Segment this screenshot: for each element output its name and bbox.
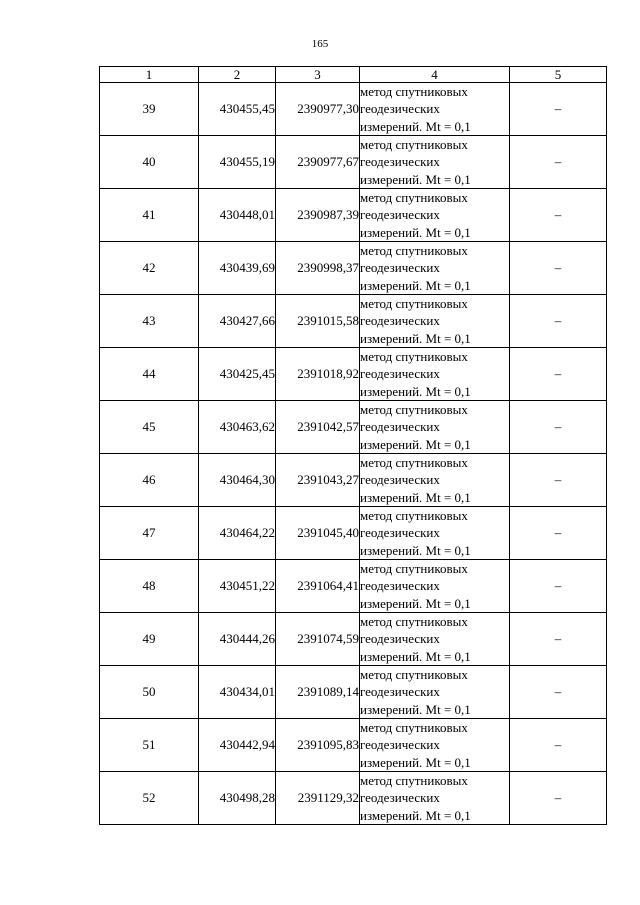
- column-header: 2: [199, 67, 276, 83]
- x-coordinate-cell: 430434,01: [199, 666, 276, 719]
- table-body: [100, 83, 607, 825]
- x-coordinate-cell: 430455,19: [199, 136, 276, 189]
- table-row: [100, 772, 607, 825]
- method-line: геодезических: [360, 101, 440, 117]
- note-cell: –: [510, 507, 607, 560]
- method-line: геодезических: [360, 313, 440, 329]
- y-coordinate-cell: 2391015,58: [276, 295, 360, 348]
- method-line: геодезических: [360, 790, 440, 806]
- x-coordinate-cell: 430448,01: [199, 189, 276, 242]
- x-coordinate-cell: 430439,69: [199, 242, 276, 295]
- note-cell: –: [510, 348, 607, 401]
- y-coordinate-cell: 2391018,92: [276, 348, 360, 401]
- method-line: измерений. Mt = 0,1: [360, 224, 471, 240]
- column-header: 4: [360, 67, 510, 83]
- method-line: измерений. Mt = 0,1: [360, 648, 471, 664]
- method-line: измерений. Mt = 0,1: [360, 754, 471, 770]
- method-cell: [360, 719, 510, 772]
- method-line: геодезических: [360, 154, 440, 170]
- table-row: [100, 719, 607, 772]
- method-line: измерений. Mt = 0,1: [360, 595, 471, 611]
- method-line: геодезических: [360, 419, 440, 435]
- method-cell: [360, 560, 510, 613]
- method-line: измерений. Mt = 0,1: [360, 277, 471, 293]
- method-cell: [360, 295, 510, 348]
- method-line: геодезических: [360, 631, 440, 647]
- x-coordinate-cell: 430455,45: [199, 83, 276, 136]
- method-line: метод спутниковых: [360, 296, 468, 312]
- column-header: 5: [510, 67, 607, 83]
- point-number-cell: 50: [100, 666, 199, 719]
- method-line: метод спутниковых: [360, 243, 468, 259]
- note-cell: –: [510, 83, 607, 136]
- method-cell: [360, 242, 510, 295]
- note-cell: –: [510, 719, 607, 772]
- point-number-cell: 47: [100, 507, 199, 560]
- y-coordinate-cell: 2391095,83: [276, 719, 360, 772]
- y-coordinate-cell: 2391045,40: [276, 507, 360, 560]
- table-row: [100, 295, 607, 348]
- y-coordinate-cell: 2390987,39: [276, 189, 360, 242]
- method-cell: [360, 189, 510, 242]
- x-coordinate-cell: 430464,22: [199, 507, 276, 560]
- note-cell: –: [510, 295, 607, 348]
- method-line: измерений. Mt = 0,1: [360, 118, 471, 134]
- method-line: геодезических: [360, 207, 440, 223]
- method-line: метод спутниковых: [360, 84, 468, 100]
- point-number-cell: 41: [100, 189, 199, 242]
- table-header-row: [100, 67, 607, 83]
- method-line: метод спутниковых: [360, 455, 468, 471]
- y-coordinate-cell: 2391089,14: [276, 666, 360, 719]
- method-line: метод спутниковых: [360, 349, 468, 365]
- method-line: измерений. Mt = 0,1: [360, 701, 471, 717]
- method-line: геодезических: [360, 684, 440, 700]
- y-coordinate-cell: 2391043,27: [276, 454, 360, 507]
- y-coordinate-cell: 2391064,41: [276, 560, 360, 613]
- method-line: измерений. Mt = 0,1: [360, 542, 471, 558]
- x-coordinate-cell: 430444,26: [199, 613, 276, 666]
- y-coordinate-cell: 2391042,57: [276, 401, 360, 454]
- coordinates-table: [99, 66, 607, 825]
- point-number-cell: 48: [100, 560, 199, 613]
- table-row: [100, 242, 607, 295]
- x-coordinate-cell: 430427,66: [199, 295, 276, 348]
- method-line: метод спутниковых: [360, 137, 468, 153]
- note-cell: –: [510, 666, 607, 719]
- method-line: метод спутниковых: [360, 190, 468, 206]
- method-line: измерений. Mt = 0,1: [360, 807, 471, 823]
- method-cell: [360, 136, 510, 189]
- point-number-cell: 43: [100, 295, 199, 348]
- column-header: 1: [100, 67, 199, 83]
- x-coordinate-cell: 430425,45: [199, 348, 276, 401]
- method-line: геодезических: [360, 737, 440, 753]
- note-cell: –: [510, 189, 607, 242]
- method-cell: [360, 613, 510, 666]
- method-line: метод спутниковых: [360, 508, 468, 524]
- method-cell: [360, 507, 510, 560]
- y-coordinate-cell: 2391129,32: [276, 772, 360, 825]
- method-cell: [360, 454, 510, 507]
- method-cell: [360, 83, 510, 136]
- note-cell: –: [510, 613, 607, 666]
- note-cell: –: [510, 454, 607, 507]
- point-number-cell: 44: [100, 348, 199, 401]
- method-line: измерений. Mt = 0,1: [360, 383, 471, 399]
- y-coordinate-cell: 2390977,30: [276, 83, 360, 136]
- table-row: [100, 348, 607, 401]
- page-number: 165: [311, 38, 329, 50]
- method-line: геодезических: [360, 525, 440, 541]
- table-row: [100, 666, 607, 719]
- method-line: метод спутниковых: [360, 667, 468, 683]
- table-row: [100, 401, 607, 454]
- point-number-cell: 45: [100, 401, 199, 454]
- method-line: метод спутниковых: [360, 561, 468, 577]
- table-row: [100, 560, 607, 613]
- y-coordinate-cell: 2391074,59: [276, 613, 360, 666]
- note-cell: –: [510, 401, 607, 454]
- y-coordinate-cell: 2390998,37: [276, 242, 360, 295]
- table-row: [100, 507, 607, 560]
- x-coordinate-cell: 430451,22: [199, 560, 276, 613]
- point-number-cell: 42: [100, 242, 199, 295]
- table-row: [100, 454, 607, 507]
- method-cell: [360, 401, 510, 454]
- x-coordinate-cell: 430463,62: [199, 401, 276, 454]
- method-line: геодезических: [360, 472, 440, 488]
- method-line: измерений. Mt = 0,1: [360, 171, 471, 187]
- x-coordinate-cell: 430464,30: [199, 454, 276, 507]
- point-number-cell: 52: [100, 772, 199, 825]
- table-row: [100, 189, 607, 242]
- x-coordinate-cell: 430442,94: [199, 719, 276, 772]
- note-cell: –: [510, 560, 607, 613]
- method-cell: [360, 666, 510, 719]
- method-line: геодезических: [360, 366, 440, 382]
- point-number-cell: 39: [100, 83, 199, 136]
- note-cell: –: [510, 242, 607, 295]
- table-row: [100, 136, 607, 189]
- method-line: метод спутниковых: [360, 614, 468, 630]
- method-line: измерений. Mt = 0,1: [360, 330, 471, 346]
- y-coordinate-cell: 2390977,67: [276, 136, 360, 189]
- column-header: 3: [276, 67, 360, 83]
- method-line: измерений. Mt = 0,1: [360, 489, 471, 505]
- x-coordinate-cell: 430498,28: [199, 772, 276, 825]
- note-cell: –: [510, 136, 607, 189]
- table-row: [100, 613, 607, 666]
- method-line: метод спутниковых: [360, 773, 468, 789]
- point-number-cell: 51: [100, 719, 199, 772]
- method-line: измерений. Mt = 0,1: [360, 436, 471, 452]
- method-cell: [360, 348, 510, 401]
- table-row: [100, 83, 607, 136]
- point-number-cell: 49: [100, 613, 199, 666]
- method-line: геодезических: [360, 260, 440, 276]
- method-cell: [360, 772, 510, 825]
- method-line: метод спутниковых: [360, 402, 468, 418]
- point-number-cell: 40: [100, 136, 199, 189]
- method-line: геодезических: [360, 578, 440, 594]
- point-number-cell: 46: [100, 454, 199, 507]
- note-cell: –: [510, 772, 607, 825]
- method-line: метод спутниковых: [360, 720, 468, 736]
